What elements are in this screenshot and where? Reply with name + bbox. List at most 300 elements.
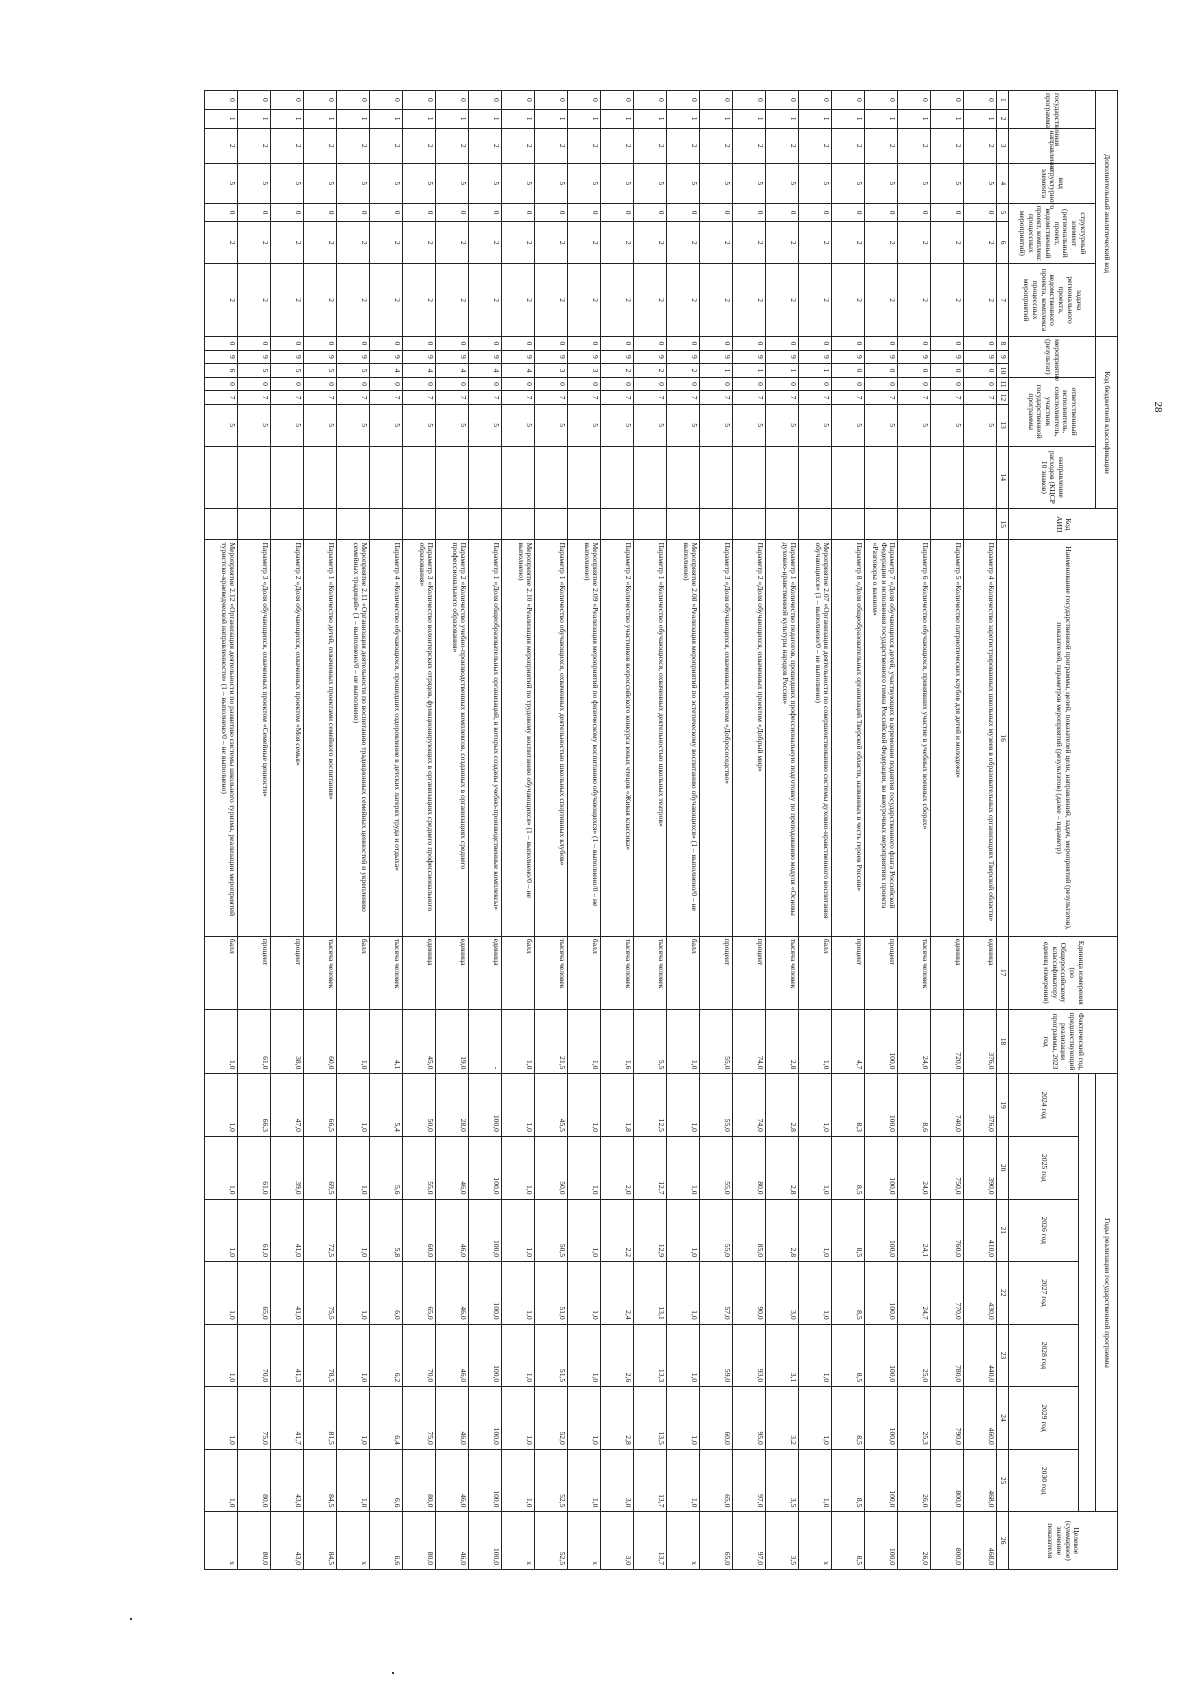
- target-cell: 468,0: [964, 1512, 997, 1570]
- code-cell: 0: [898, 337, 931, 351]
- code-cell: 2: [766, 222, 799, 264]
- fact-cell: 1,0: [799, 1009, 832, 1074]
- year-value-cell: 1,0: [337, 1387, 370, 1450]
- code-cell: [799, 446, 832, 509]
- unit-cell: тысяча человек: [634, 936, 667, 1009]
- code-cell: 2: [271, 264, 304, 337]
- code-cell: 1: [238, 109, 271, 128]
- table-row: [865, 91, 898, 1570]
- year-value-cell: 1,0: [337, 1074, 370, 1137]
- column-number: 24: [997, 1387, 1009, 1450]
- code-cell: 2: [238, 264, 271, 337]
- year-value-cell: 12,5: [634, 1074, 667, 1137]
- year-value-cell: 780,0: [931, 1324, 964, 1387]
- code-cell: 2: [601, 128, 634, 163]
- header-year: 2027 год: [1009, 1262, 1079, 1325]
- code-cell: [502, 509, 535, 540]
- year-value-cell: 100,0: [865, 1074, 898, 1137]
- code-cell: 2: [634, 264, 667, 337]
- target-cell: 3,5: [766, 1512, 799, 1570]
- code-cell: 0: [733, 337, 766, 351]
- year-value-cell: 84,5: [304, 1449, 337, 1512]
- code-cell: 0: [865, 377, 898, 391]
- fact-cell: 55,0: [700, 1009, 733, 1074]
- year-value-cell: 50,0: [403, 1074, 436, 1137]
- code-cell: 2: [964, 222, 997, 264]
- code-cell: 5: [766, 404, 799, 446]
- year-value-cell: 78,5: [304, 1324, 337, 1387]
- code-cell: [304, 509, 337, 540]
- fact-cell: 1,0: [502, 1009, 535, 1074]
- code-cell: 2: [403, 128, 436, 163]
- code-cell: 0: [436, 377, 469, 391]
- unit-cell: балл: [502, 936, 535, 1009]
- year-value-cell: 5,4: [370, 1074, 403, 1137]
- code-cell: 7: [766, 391, 799, 405]
- year-value-cell: 376,0: [964, 1074, 997, 1137]
- header-years-title: Годы реализации государственной программы: [1096, 1074, 1118, 1512]
- year-value-cell: 45,5: [535, 1074, 568, 1137]
- code-cell: 0: [568, 377, 601, 391]
- code-cell: 0: [931, 377, 964, 391]
- code-cell: 0: [799, 337, 832, 351]
- code-cell: [205, 509, 238, 540]
- code-cell: 0: [898, 364, 931, 378]
- code-cell: 2: [469, 222, 502, 264]
- code-cell: 0: [535, 337, 568, 351]
- table-row: [502, 91, 535, 1570]
- year-value-cell: 51,0: [535, 1262, 568, 1325]
- code-cell: 7: [832, 391, 865, 405]
- fact-cell: 1,0: [337, 1009, 370, 1074]
- fact-cell: 1,0: [568, 1009, 601, 1074]
- year-value-cell: 25,3: [898, 1387, 931, 1450]
- year-value-cell: 1,0: [337, 1324, 370, 1387]
- year-value-cell: 55,0: [700, 1199, 733, 1262]
- target-cell: х: [205, 1512, 238, 1570]
- code-cell: 2: [370, 128, 403, 163]
- unit-cell: тысяча человек: [766, 936, 799, 1009]
- table-row: [238, 91, 271, 1570]
- code-cell: 6: [205, 364, 238, 378]
- code-cell: 0: [304, 203, 337, 222]
- code-cell: 0: [964, 203, 997, 222]
- code-cell: 5: [469, 163, 502, 203]
- unit-cell: единица: [403, 936, 436, 1009]
- year-value-cell: 1,8: [601, 1074, 634, 1137]
- code-cell: 3: [535, 364, 568, 378]
- code-cell: 0: [733, 377, 766, 391]
- fact-cell: 720,0: [931, 1009, 964, 1074]
- year-value-cell: 6,2: [370, 1324, 403, 1387]
- target-cell: 80,0: [238, 1512, 271, 1570]
- target-cell: х: [502, 1512, 535, 1570]
- code-cell: 1: [568, 109, 601, 128]
- target-cell: 46,0: [436, 1512, 469, 1570]
- code-cell: 2: [832, 222, 865, 264]
- code-cell: 2: [304, 128, 337, 163]
- code-cell: [271, 446, 304, 509]
- code-cell: 0: [601, 91, 634, 110]
- code-cell: 2: [535, 222, 568, 264]
- column-number: 6: [997, 222, 1009, 264]
- code-cell: [898, 446, 931, 509]
- code-cell: 0: [304, 377, 337, 391]
- code-cell: 1: [403, 109, 436, 128]
- code-cell: 0: [799, 91, 832, 110]
- code-cell: 0: [898, 203, 931, 222]
- code-cell: 0: [436, 337, 469, 351]
- column-number: 20: [997, 1136, 1009, 1199]
- code-cell: [733, 446, 766, 509]
- code-cell: 1: [799, 364, 832, 378]
- code-cell: 0: [238, 337, 271, 351]
- code-cell: 0: [898, 91, 931, 110]
- code-cell: 0: [766, 91, 799, 110]
- code-cell: 0: [865, 91, 898, 110]
- year-value-cell: 69,5: [304, 1136, 337, 1199]
- year-value-cell: 100,0: [865, 1387, 898, 1450]
- year-value-cell: 1,0: [502, 1199, 535, 1262]
- unit-cell: процент: [733, 936, 766, 1009]
- code-cell: 0: [832, 377, 865, 391]
- table-row: [436, 91, 469, 1570]
- year-value-cell: 100,0: [469, 1324, 502, 1387]
- year-value-cell: 1,0: [502, 1387, 535, 1450]
- code-cell: 5: [304, 163, 337, 203]
- code-cell: 7: [898, 391, 931, 405]
- year-value-cell: 70,0: [403, 1324, 436, 1387]
- code-cell: 0: [700, 91, 733, 110]
- code-cell: [634, 446, 667, 509]
- year-value-cell: 1,0: [799, 1136, 832, 1199]
- code-cell: 2: [766, 128, 799, 163]
- year-value-cell: 2,6: [601, 1324, 634, 1387]
- code-cell: [700, 509, 733, 540]
- name-cell: Параметр 2 «Доля обучающихся, охваченных проектом «Добрый мир»: [733, 540, 766, 936]
- year-value-cell: 46,0: [436, 1136, 469, 1199]
- code-cell: 2: [568, 128, 601, 163]
- year-value-cell: 90,0: [733, 1262, 766, 1325]
- code-cell: 0: [535, 377, 568, 391]
- year-value-cell: 26,0: [898, 1449, 931, 1512]
- code-cell: 2: [898, 128, 931, 163]
- column-number: 8: [997, 337, 1009, 351]
- year-value-cell: 75,0: [238, 1387, 271, 1450]
- year-value-cell: 39,0: [271, 1136, 304, 1199]
- code-cell: 1: [733, 364, 766, 378]
- year-value-cell: 3,1: [766, 1324, 799, 1387]
- code-cell: 5: [964, 163, 997, 203]
- name-cell: Параметр 3 «Доля обучающихся, охваченных проектом «Добрососедство»: [700, 540, 733, 936]
- scan-speck: [392, 1672, 394, 1674]
- target-cell: 3,0: [601, 1512, 634, 1570]
- column-number: 4: [997, 163, 1009, 203]
- year-value-cell: 85,0: [733, 1199, 766, 1262]
- code-cell: 2: [304, 264, 337, 337]
- target-cell: 43,0: [271, 1512, 304, 1570]
- code-cell: [370, 509, 403, 540]
- code-cell: 5: [865, 163, 898, 203]
- code-cell: [337, 509, 370, 540]
- unit-cell: процент: [832, 936, 865, 1009]
- year-value-cell: 1,0: [667, 1136, 700, 1199]
- table-row: [931, 91, 964, 1570]
- code-cell: 2: [733, 222, 766, 264]
- year-value-cell: 3,0: [766, 1262, 799, 1325]
- code-cell: 2: [568, 222, 601, 264]
- code-cell: 5: [469, 404, 502, 446]
- year-value-cell: 1,0: [502, 1449, 535, 1512]
- header-year: 2025 год: [1009, 1136, 1079, 1199]
- code-cell: 2: [304, 222, 337, 264]
- code-cell: [733, 509, 766, 540]
- code-cell: 0: [436, 203, 469, 222]
- name-cell: Мероприятие 2.09 «Реализация мероприятий по физическому воспитанию обучающихся» (1 – выполнено/0 – не выполнено): [568, 540, 601, 936]
- code-cell: 5: [535, 404, 568, 446]
- code-cell: 4: [502, 364, 535, 378]
- year-value-cell: 2,8: [601, 1387, 634, 1450]
- column-number: 14: [997, 446, 1009, 509]
- header-task: задача регионального проекта, ведомственного проекта, комплекса процессных мероприятий: [1009, 264, 1096, 337]
- fact-cell: 74,0: [733, 1009, 766, 1074]
- code-cell: 5: [667, 404, 700, 446]
- name-cell: Параметр 2 «Количество учебно-производственных комплексов, созданных в организациях среднего профессионального образования»: [436, 540, 469, 936]
- name-cell: Параметр 2 «Количество участников всероссийского конкурса юных чтецов «Живая классика»: [601, 540, 634, 936]
- year-value-cell: 100,0: [469, 1262, 502, 1325]
- target-cell: 52,5: [535, 1512, 568, 1570]
- code-cell: 2: [271, 128, 304, 163]
- code-cell: 5: [733, 163, 766, 203]
- code-cell: 5: [931, 163, 964, 203]
- name-cell: Мероприятие 2.11 «Организация деятельности по воспитанию традиционных семейных ценностей и укреплению семейных традиций» (1 – выполнено/0 – не выполнено): [337, 540, 370, 936]
- table-row: [667, 91, 700, 1570]
- code-cell: 2: [535, 264, 568, 337]
- code-cell: [634, 509, 667, 540]
- code-cell: 0: [832, 364, 865, 378]
- code-cell: 1: [733, 109, 766, 128]
- year-value-cell: 100,0: [469, 1387, 502, 1450]
- target-cell: 100,0: [469, 1512, 502, 1570]
- code-cell: 5: [337, 163, 370, 203]
- code-cell: 0: [601, 377, 634, 391]
- code-cell: 5: [964, 404, 997, 446]
- code-cell: 2: [205, 222, 238, 264]
- code-cell: 0: [931, 203, 964, 222]
- year-value-cell: 1,0: [205, 1199, 238, 1262]
- code-cell: 0: [964, 377, 997, 391]
- code-cell: 7: [238, 391, 271, 405]
- unit-cell: единица: [964, 936, 997, 1009]
- fact-cell: 4,1: [370, 1009, 403, 1074]
- code-cell: 2: [469, 264, 502, 337]
- year-value-cell: 46,0: [436, 1324, 469, 1387]
- code-cell: 1: [865, 109, 898, 128]
- code-cell: 2: [799, 222, 832, 264]
- code-cell: 7: [865, 391, 898, 405]
- year-value-cell: 50,5: [535, 1199, 568, 1262]
- code-cell: 2: [766, 264, 799, 337]
- header-aip: Код АИП: [1009, 509, 1118, 540]
- year-value-cell: 2,2: [601, 1199, 634, 1262]
- code-cell: 1: [964, 109, 997, 128]
- table-row: [304, 91, 337, 1570]
- code-cell: 0: [832, 91, 865, 110]
- year-value-cell: 1,0: [799, 1262, 832, 1325]
- target-cell: х: [667, 1512, 700, 1570]
- code-cell: 9: [766, 350, 799, 364]
- year-value-cell: 468,0: [964, 1449, 997, 1512]
- code-cell: 5: [370, 163, 403, 203]
- code-cell: 9: [502, 350, 535, 364]
- year-value-cell: 60,0: [700, 1387, 733, 1450]
- code-cell: 5: [205, 163, 238, 203]
- code-cell: 1: [436, 109, 469, 128]
- code-cell: 2: [370, 264, 403, 337]
- year-value-cell: 2,8: [766, 1074, 799, 1137]
- code-cell: 0: [205, 337, 238, 351]
- code-cell: 7: [931, 391, 964, 405]
- year-value-cell: 1,0: [799, 1199, 832, 1262]
- year-value-cell: 1,0: [568, 1199, 601, 1262]
- code-cell: 1: [667, 109, 700, 128]
- header-year: 2026 год: [1009, 1199, 1079, 1262]
- year-value-cell: 770,0: [931, 1262, 964, 1325]
- code-cell: 0: [931, 91, 964, 110]
- code-cell: 1: [700, 109, 733, 128]
- fact-cell: 5,5: [634, 1009, 667, 1074]
- year-value-cell: 46,0: [436, 1199, 469, 1262]
- code-cell: [568, 446, 601, 509]
- name-cell: Параметр 2 «Доля обучающихся, охваченных проектом «Моя семья»: [271, 540, 304, 936]
- header-dop-code: Дополнительный аналитический код: [1096, 91, 1118, 337]
- code-cell: [370, 446, 403, 509]
- year-value-cell: 47,0: [271, 1074, 304, 1137]
- year-value-cell: 50,0: [535, 1136, 568, 1199]
- column-number: 15: [997, 509, 1009, 540]
- code-cell: 0: [700, 377, 733, 391]
- code-cell: [304, 446, 337, 509]
- code-cell: 2: [634, 128, 667, 163]
- code-cell: 9: [931, 350, 964, 364]
- code-cell: 5: [700, 163, 733, 203]
- code-cell: 5: [304, 364, 337, 378]
- year-value-cell: 66,3: [238, 1074, 271, 1137]
- code-cell: 9: [469, 350, 502, 364]
- code-cell: 0: [370, 377, 403, 391]
- code-cell: 5: [568, 404, 601, 446]
- header-budget-code: Код бюджетной классификации: [1096, 337, 1118, 509]
- year-value-cell: 750,0: [931, 1136, 964, 1199]
- year-value-cell: 1,0: [502, 1324, 535, 1387]
- target-cell: х: [337, 1512, 370, 1570]
- year-value-cell: 2,4: [601, 1262, 634, 1325]
- year-value-cell: 61,0: [238, 1136, 271, 1199]
- fact-cell: 38,0: [271, 1009, 304, 1074]
- code-cell: [337, 446, 370, 509]
- unit-cell: единица: [931, 936, 964, 1009]
- target-cell: х: [568, 1512, 601, 1570]
- column-number: 3: [997, 128, 1009, 163]
- column-number: 12: [997, 391, 1009, 405]
- code-cell: 5: [436, 163, 469, 203]
- code-cell: 2: [865, 222, 898, 264]
- year-value-cell: 1,0: [799, 1449, 832, 1512]
- code-cell: 0: [337, 203, 370, 222]
- code-cell: 0: [568, 337, 601, 351]
- code-cell: 2: [898, 264, 931, 337]
- code-cell: 7: [502, 391, 535, 405]
- code-cell: 0: [271, 203, 304, 222]
- code-cell: [667, 509, 700, 540]
- unit-cell: тысяча человек: [535, 936, 568, 1009]
- year-value-cell: 1,0: [337, 1262, 370, 1325]
- year-value-cell: 1,0: [205, 1136, 238, 1199]
- year-value-cell: 24,1: [898, 1199, 931, 1262]
- name-cell: Мероприятие 2.07 «Организация деятельности по совершенствованию системы духовно-нравственного воспитания обучающихся» (1 – выполнено/0 – не выполнено): [799, 540, 832, 936]
- year-value-cell: 2,0: [601, 1136, 634, 1199]
- column-number: 16: [997, 540, 1009, 936]
- year-value-cell: 1,0: [568, 1387, 601, 1450]
- year-value-cell: 55,0: [700, 1136, 733, 1199]
- table-row: [535, 91, 568, 1570]
- code-cell: 0: [568, 91, 601, 110]
- code-cell: 9: [535, 350, 568, 364]
- header-struct: структурный элемент (региональный проект, ведомственный проект, комплекс процессных мероприятий): [1009, 203, 1096, 263]
- year-value-cell: 1,0: [667, 1449, 700, 1512]
- column-number: 26: [997, 1512, 1009, 1570]
- year-value-cell: 760,0: [931, 1199, 964, 1262]
- name-cell: Параметр 4 «Количество зарегистрированных школьных музеев в образовательных организациях Тверской области»: [964, 540, 997, 936]
- code-cell: 2: [238, 222, 271, 264]
- code-cell: 1: [469, 109, 502, 128]
- code-cell: 4: [469, 364, 502, 378]
- code-cell: 2: [271, 222, 304, 264]
- code-cell: 0: [436, 91, 469, 110]
- unit-cell: процент: [865, 936, 898, 1009]
- year-value-cell: 430,0: [964, 1262, 997, 1325]
- code-cell: 0: [370, 337, 403, 351]
- year-value-cell: 60,0: [403, 1199, 436, 1262]
- year-value-cell: 1,0: [568, 1324, 601, 1387]
- unit-cell: тысяча человек: [304, 936, 337, 1009]
- name-cell: Параметр 6 «Количество обучающихся, принявших участие в учебных военных сборах»: [898, 540, 931, 936]
- year-value-cell: 410,0: [964, 1199, 997, 1262]
- code-cell: 0: [667, 91, 700, 110]
- code-cell: 2: [601, 364, 634, 378]
- code-cell: [832, 509, 865, 540]
- code-cell: [931, 509, 964, 540]
- year-value-cell: 100,0: [865, 1449, 898, 1512]
- code-cell: 7: [271, 391, 304, 405]
- code-cell: 0: [733, 203, 766, 222]
- code-cell: 7: [403, 391, 436, 405]
- header-year: 2029 год: [1009, 1387, 1079, 1450]
- code-cell: 0: [733, 91, 766, 110]
- year-value-cell: 1,0: [205, 1449, 238, 1512]
- indicators-table: [204, 90, 1118, 1570]
- code-cell: [799, 509, 832, 540]
- year-value-cell: 75,0: [403, 1387, 436, 1450]
- code-cell: 2: [667, 364, 700, 378]
- code-cell: 5: [766, 163, 799, 203]
- code-cell: 5: [931, 404, 964, 446]
- year-value-cell: 1,0: [205, 1074, 238, 1137]
- code-cell: 2: [667, 222, 700, 264]
- code-cell: 5: [238, 364, 271, 378]
- header-name: Наименование государственной программы, целей, показателей цели, направлений, задач, мероприятий (результатов), показателей, параметров мероприятий (результатов) (далее – параметр): [1009, 540, 1118, 936]
- code-cell: 0: [931, 364, 964, 378]
